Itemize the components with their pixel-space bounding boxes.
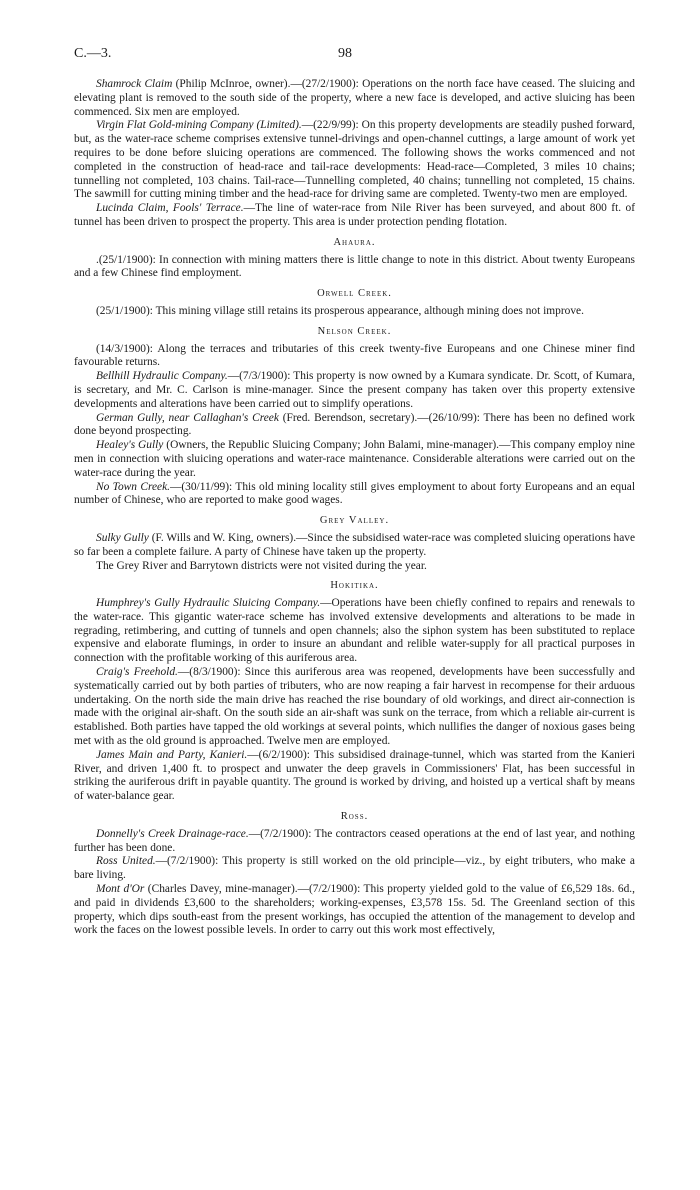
section-heading: Grey Valley. [319,515,390,527]
paragraph [74,597,635,666]
document-body [74,78,635,938]
paragraph [74,412,635,440]
paragraph [74,855,635,883]
paragraph-title: Donnelly's Creek Drainage-race. [96,827,249,840]
paragraph-title: Shamrock Claim [96,78,173,90]
report-reference: C.—3. [74,46,112,61]
paragraph-text: —Operations have been chiefly confined to repairs and renewals to the water-race. This gigantic water-race scheme has involved extensive developments and alterations to be made in regrading, retimbering, and cutting of tunnels and open channels; also the siphon system has been substituted to replace expensive and elaborate flumings, in order to insure an abundant and relible water-supply for all practical purposes in connection with the profitable working of this auriferous area. [74,597,635,665]
paragraph-text: —(7/2/1900): The contractors ceased operations at the end of last year, and nothing further has been done. [74,827,635,854]
paragraph [74,666,635,749]
paragraph [74,343,635,371]
paragraph-title: Sulky Gully [96,531,149,544]
paragraph-title: Healey's Gully [96,439,164,452]
paragraph [74,305,635,319]
paragraph-text: The Grey River and Barrytown districts were not visited during the year. [96,559,427,572]
paragraph-text: (Fred. Berendson, secretary).—(26/10/99): There has been no defined work done beyond prospecting. [74,411,636,438]
section-heading: Ahaura. [333,236,376,248]
paragraph [74,749,635,804]
paragraph-text: —(8/3/1900): Since this auriferous area was reopened, developments have been successfully and systematically carried out by both parties of tributers, who are now reaping a fair harvest in recompense for their arduous undertaking. On the north side the main drive has reached the rise boundary of old workings, and direct air-connection is made with the original air-shaft. On the south side an air-shaft was sunk on the terrace, from which a reliable air-current is established. Both parties have tapped the old workings at several points, which nullifies the danger of noxious gases being met with as the old ground is approached. Twelve men are employed. [74,666,636,748]
paragraph [74,439,635,480]
page-header [74,46,634,62]
paragraph-title: Humphrey's Gully Hydraulic Sluicing Company. [96,597,321,610]
paragraph-text: —(6/2/1900): This subsidised drainage-tunnel, which was started from the Kanieri River, and driven 1,400 ft. to prospect and unwater the deep gravels in Commissioners' Flat, has been successful in striking the auriferous drift in payable quantity. The ground is worked by driving, and hoisted up a vertical shaft by means of water-balance gear. [74,748,635,803]
paragraph [74,828,635,856]
paragraph-text: —The line of water-race from Nile River has been surveyed, and about 800 ft. of tunnel has been driven to prospect the property. This area is under protection pending flotation. [74,202,636,228]
paragraph [74,370,635,411]
paragraph-title: Lucinda Claim, Fools' Terrace. [96,202,244,215]
paragraph-text: (Owners, the Republic Sluicing Company; John Balami, mine-manager).—This company employ nine men in connection with sluicing operations and water-race maintenance. Considerable alterations were carried out on the water-race during the year. [74,439,635,479]
paragraph-text: —(7/3/1900): This property is now owned by a Kumara syndicate. Dr. Scott, of Kumara, is secretary, and Mr. C. Carlson is mine-manager. Since the present company has taken over this property extensive developments and alterations have been carried out to simplify operations. [74,370,635,410]
paragraph [74,202,635,230]
paragraph-text: —(7/2/1900): This property is still worked on the old principle—viz., by eight tributers, who make a bare living. [74,855,635,882]
paragraph-text: —(22/9/99): On this property developments are steadily pushed forward, but, as the water-race scheme comprises extensive tunnel-drivings and open-channel cuttings, a large amount of work yet requires to be done before sluicing operations are commenced. The following shows the works commenced and not completed in the construction of head-race and tail-race developments: Head-race—Completed, 3 miles 10 chains; tunnelling not completed, 103 chains. Tail-race—Tunnelling completed, 40 chains; tunnelling not completed, 15 chains. The sawmill for cutting mining timber and the head-race for driving same are completed. Twenty-two men are employed. [74,119,635,201]
page-number: 98 [338,46,352,61]
paragraph-title: German Gully, near Callaghan's Creek [96,411,279,424]
paragraph-title: Ross United. [96,855,156,868]
section-heading: Ross. [340,811,369,823]
paragraph-text: (14/3/1900): Along the terraces and tributaries of this creek twenty-five Europeans and one Chinese miner find favourable returns. [74,342,635,369]
paragraph [74,119,635,202]
paragraph [74,532,635,560]
paragraph [74,883,635,938]
paragraph-text: (F. Wills and W. King, owners).—Since the subsidised water-race was completed sluicing operations have so far been a complete failure. A party of Chinese have taken up the property. [74,531,635,558]
paragraph-title: James Main and Party, Kanieri. [96,748,248,761]
paragraph [74,254,635,282]
paragraph-text: (Philip McInroe, owner).—(27/2/1900): Operations on the north face have ceased. The sluicing and elevating plant is removed to the south side of the property, where a new face is developed, and active sluicing has been commenced. Six men are employed. [74,78,635,118]
paragraph-title: Virgin Flat Gold-mining Company (Limited). [96,119,302,132]
section-heading: Orwell Creek. [317,288,392,300]
paragraph-title: Bellhill Hydraulic Company. [96,370,228,383]
paragraph [74,481,635,509]
section-heading: Hokitika. [330,580,379,592]
paragraph-title: Mont d'Or [96,883,145,896]
paragraph-title: Craig's Freehold. [96,666,178,679]
paragraph-text: (25/1/1900): This mining village still retains its prosperous appearance, although mining does not improve. [96,304,584,317]
paragraph [74,78,635,119]
paragraph-text: (Charles Davey, mine-manager).—(7/2/1900): This property yielded gold to the value of £6,529 18s. 6d., and paid in dividends £3,600 to the shareholders; working-expenses, £3,578 15s. 5d. The Greenland section of this property, which dips south-east from the present workings, has occupied the attention of the management to develop and work the faces on the lowest possible levels. In order to carry out this work most effectively, [74,883,636,937]
section-heading: Nelson Creek. [317,325,392,337]
paragraph-text: .(25/1/1900): In connection with mining matters there is little change to note in this district. About twenty Europeans and a few Chinese find employment. [74,253,635,280]
paragraph [74,560,635,574]
paragraph-text: —(30/11/99): This old mining locality still gives employment to about forty Europeans and an equal number of Chinese, who are reported to make good wages. [74,480,635,507]
paragraph-title: No Town Creek. [96,480,170,493]
